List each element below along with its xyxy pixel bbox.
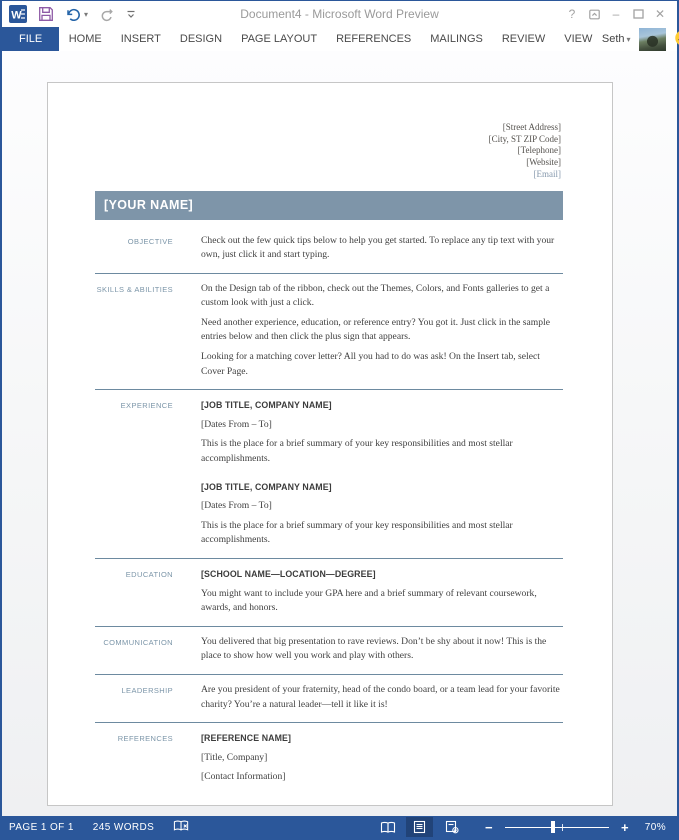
print-layout-button[interactable] xyxy=(406,817,433,837)
education-summary[interactable]: You might want to include your GPA here and a brief summary of relevant coursework, awards, and honors. xyxy=(201,587,537,614)
name-banner[interactable] xyxy=(95,191,563,220)
read-mode-button[interactable] xyxy=(374,817,401,837)
name-banner-text[interactable]: [YOUR NAME] xyxy=(104,198,194,213)
title-bar[interactable] xyxy=(2,1,677,27)
document-workspace[interactable] xyxy=(2,51,677,816)
section-leadership xyxy=(95,675,563,723)
address-telephone[interactable]: [Telephone] xyxy=(517,145,561,156)
user-avatar[interactable] xyxy=(639,28,666,51)
job-title[interactable]: [JOB TITLE, COMPANY NAME] xyxy=(201,481,332,492)
zoom-in-button[interactable]: + xyxy=(621,819,629,835)
feedback-smiley-icon[interactable] xyxy=(674,29,679,50)
tab-design[interactable]: DESIGN xyxy=(179,33,223,45)
zoom-slider-track[interactable] xyxy=(505,827,609,828)
section-paragraph[interactable]: On the Design tab of the ribbon, check out the Themes, Colors, and Fonts galleries to get a custom look with just a click. xyxy=(201,282,550,309)
quick-access-toolbar xyxy=(2,5,137,23)
section-label[interactable]: EXPERIENCE xyxy=(120,401,173,411)
section-paragraph[interactable]: Need another experience, education, or reference entry? You got it. Just click in the sample entries below and then click the plus sign that appears. xyxy=(201,316,550,343)
resume-sections xyxy=(95,226,563,795)
section-label[interactable]: OBJECTIVE xyxy=(127,236,173,246)
school-name[interactable]: [SCHOOL NAME—LOCATION—DEGREE] xyxy=(201,569,376,580)
word-count[interactable]: 245 WORDS xyxy=(92,821,155,833)
word-logo-icon[interactable] xyxy=(9,5,27,23)
maximize-button[interactable] xyxy=(627,4,649,24)
window-title: Document4 - Microsoft Word Preview xyxy=(240,7,439,21)
address-street[interactable]: [Street Address] xyxy=(502,122,561,132)
user-dropdown-caret[interactable]: ▾ xyxy=(626,34,631,44)
section-references xyxy=(95,723,563,795)
section-label[interactable]: LEADERSHIP xyxy=(121,685,173,695)
reference-contact[interactable]: [Contact Information] xyxy=(201,771,286,783)
tab-mailings[interactable]: MAILINGS xyxy=(430,33,483,45)
tab-review[interactable]: REVIEW xyxy=(501,33,546,45)
section-label[interactable]: COMMUNICATION xyxy=(103,637,173,647)
save-button[interactable] xyxy=(38,6,54,22)
svg-text:W: W xyxy=(11,9,22,22)
tab-references[interactable]: REFERENCES xyxy=(336,33,412,45)
undo-dropdown-caret[interactable]: ▾ xyxy=(84,9,89,19)
zoom-level[interactable]: 70% xyxy=(644,821,666,833)
zoom-slider-thumb[interactable] xyxy=(551,821,555,833)
redo-button[interactable] xyxy=(99,7,114,22)
tab-page-layout[interactable]: PAGE LAYOUT xyxy=(241,33,318,45)
job-dates[interactable]: [Dates From – To] xyxy=(201,500,272,512)
close-button[interactable]: ✕ xyxy=(654,7,666,21)
window-controls xyxy=(561,4,677,24)
zoom-slider-center-tick xyxy=(562,824,563,831)
section-label[interactable]: SKILLS & ABILITIES xyxy=(96,284,173,294)
page-status[interactable]: PAGE 1 OF 1 xyxy=(9,821,74,833)
ribbon-display-options-button[interactable] xyxy=(583,4,605,24)
address-email-link[interactable]: [Email] xyxy=(533,168,561,179)
tab-home[interactable]: HOME xyxy=(68,33,102,45)
section-education xyxy=(95,559,563,627)
zoom-out-button[interactable]: − xyxy=(485,819,493,835)
tab-file[interactable]: FILE xyxy=(2,27,59,51)
status-bar xyxy=(2,816,677,838)
experience-entry xyxy=(201,398,563,466)
account-area xyxy=(602,27,679,51)
section-paragraph[interactable]: Looking for a matching cover letter? All you had to do was ask! On the Insert tab, select Cover Page. xyxy=(201,351,540,377)
job-dates[interactable]: [Dates From – To] xyxy=(201,418,272,430)
signed-in-user[interactable]: Seth ▾ xyxy=(601,33,631,45)
proofing-errors-icon[interactable] xyxy=(173,819,190,836)
zoom-slider[interactable] xyxy=(505,820,609,834)
web-layout-button[interactable] xyxy=(438,817,465,837)
tab-view[interactable]: VIEW xyxy=(564,33,593,45)
section-paragraph[interactable]: Are you president of your fraternity, head of the condo board, or a team lead for your favorite charity? You’re a natural leader—tell it like it is! xyxy=(201,683,560,710)
document-page[interactable] xyxy=(47,82,613,806)
job-summary[interactable]: This is the place for a brief summary of your key responsibilities and most stellar accomplishments. xyxy=(201,519,513,546)
address-website[interactable]: [Website] xyxy=(526,157,561,168)
section-communication xyxy=(95,627,563,675)
section-objective xyxy=(95,226,563,274)
job-summary[interactable]: This is the place for a brief summary of your key responsibilities and most stellar accomplishments. xyxy=(201,438,513,465)
reference-name[interactable]: [REFERENCE NAME] xyxy=(201,733,292,744)
education-entry xyxy=(201,567,563,616)
section-skills-abilities xyxy=(95,274,563,391)
section-label[interactable]: EDUCATION xyxy=(125,570,173,580)
reference-title-company[interactable]: [Title, Company] xyxy=(201,751,268,763)
job-title[interactable]: [JOB TITLE, COMPANY NAME] xyxy=(201,400,332,411)
customize-qat-button[interactable] xyxy=(125,8,137,20)
section-label[interactable]: REFERENCES xyxy=(117,734,173,744)
section-experience xyxy=(95,390,563,559)
help-button[interactable]: ? xyxy=(568,7,576,21)
tab-insert[interactable]: INSERT xyxy=(120,33,161,45)
undo-button[interactable] xyxy=(65,7,88,22)
minimize-button[interactable]: – xyxy=(612,7,620,21)
address-block[interactable] xyxy=(48,122,561,181)
experience-entry xyxy=(201,480,563,548)
address-city[interactable]: [City, ST ZIP Code] xyxy=(488,133,561,144)
ribbon-tab-bar xyxy=(2,27,677,51)
section-paragraph[interactable]: Check out the few quick tips below to help you get started. To replace any tip text with your own, just click it and start typing. xyxy=(201,234,555,261)
section-paragraph[interactable]: You delivered that big presentation to rave reviews. Don’t be shy about it now! This is the place to show how well you work and play with others. xyxy=(201,635,547,662)
